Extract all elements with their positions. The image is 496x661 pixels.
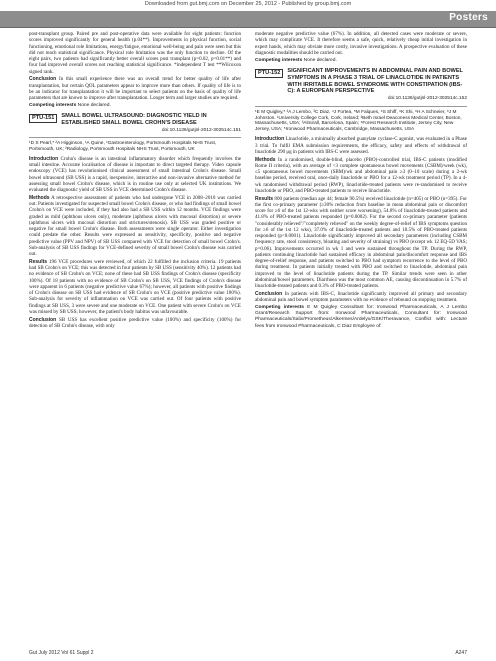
methods-paragraph [29,195,241,258]
abstract-title: SMALL BOWEL ULTRASOUND: DIAGNOSTIC YIELD IN ESTABLISHED SMALL BOWEL CROHN'S DISEASE [61,113,207,126]
abstract-conclusion-text: In patients with IBS-C, linaclotide significantly improved all primary and secondary abdominal pain and bowel symptom parameters with no evidence of rebound on stopping treatment. [255,290,467,303]
page-number: A247 [455,650,467,656]
continued-paragraph: post-transplant group. Paired pre and post-operative data were available for eight patients: function scores improved significantly for general health (p.04**). Improvements in physical function, social functioning, emotional role limitations, energy/fatigue, emotional well-being and pain were seen but this did not reach statistical significance. Physical role limitation was the only function to decline. Of the eight pairs, two patients had significantly better overall scores post transplant (p=0.02, p=0.01**) and four had improved overall scores not reaching statistical significance. *independent T test **Wilcoxon signed rank. [29,31,241,75]
results-label: Results [29,258,48,265]
abstract-title: SIGNIFICANT IMPROVEMENTS IN ABDOMINAL PAIN AND BOWEL SYMPTOMS IN A PHASE 3 TRIAL OF LINACLOTIDE IN PATIENTS WITH IRRITABLE BOWEL SYNDROME WITH CONSTIPATION (IBS-C): A EUROPEAN PERSPECTIVE [287,67,463,95]
abstract-doi: doi:10.1136/gutjnl-2012-302514c.152 [387,96,467,102]
introduction-paragraph [255,136,467,155]
conclusion-label: Conclusion [29,76,57,83]
abstract-conclusion-label: Conclusion [255,290,283,297]
divider [255,106,467,107]
introduction-text: Linaclotide, a minimally absorbed guanylate cyclase-C agonist, was evaluated in a Phase 3 trial. To fulfil EMA submission requirements, the efficacy, safety and effects of withdrawal of linaclotide 290 μg in patients with IBS-C were assessed. [255,136,468,155]
introduction-paragraph [29,156,241,194]
section-label: Posters [449,12,488,23]
competing-interests [29,103,241,109]
conclusion-paragraph [29,76,241,101]
competing-text: None declared. [303,57,337,63]
introduction-text: Crohn's disease is an intestinal inflammatory disorder which frequently involves the small intestine. Accurate localisation of disease is important to direct targeted therapy. Video capsule endoscopy (VCE) has revolutionised clinical assessment of small intestinal Crohn's disease. Small bowel ultrasound (SB USS) is a rapid, inexpensive, interactive and non-invasive alternative method for assessing small bowel Crohn's disease, which is in routine use only at selected UK institutions. We evaluated the diagnostic yield of SB USS in VCE determined Crohn's disease. [29,155,241,194]
results-text: 196 VCE procedures were reviewed, of which 22 fulfilled the inclusion criteria. 19 patients had SB Crohn's on VCE; this was detected in four patients by SB USS (sensitivity 40%). 12 patients had no evidence of SB Crohn's on VCE; none of these had SB USS findings of Crohn's disease (specificity 100%). Of 18 patients with no evidence of SB Crohn's on SB USS, VCE findings of Crohn's disease were apparent in 6 patients (negative predictive value 67%); however, all patients with positive findings of Crohn's disease on SB USS had evidence of SB Crohn's on VCE (positive predictive value 100%). Sub-analysis for severity of inflammation on VCE was carried out. Of four patients with positive findings at SB USS, 3 were severe and one moderate on VCE. One patient with severe Crohn's on VCE was missed by SB USS; however, the patient's body habitus was unfavourable. [29,258,242,315]
abstract-competing-text: E M Quigley Consultant for: Ironwood Pharmaceuticals, A J Lembo Grant/Research Support from: Ironwood Pharmaceuticals, Consultant for: Ironwood Pharmaceuticals/Salix/Prometheus/Alkermes/Ardelyx/GSK/Theravance, Conflict with: Lecture fees from Ironwood Pharmaceuticals, C Diaz Employee of: [255,304,467,329]
competing-label: Competing interests [255,57,303,63]
abstract-conclusion-label: Conclusion [29,316,57,323]
abstract-header [29,113,241,127]
methods-label: Methods [255,156,276,163]
competing-interests [255,58,467,64]
journal-citation: Gut July 2012 Vol 61 Suppl 2 [29,650,94,656]
methods-label: Methods [29,194,50,201]
competing-text: None declared. [77,102,111,108]
abstract-competing-label: Competing interests [255,304,305,310]
abstract-id-badge: PTU-151 [29,114,57,123]
methods-text: In a randomised, double-blind, placebo (PBO)-controlled trial, IBS-C patients (modified Rome II criteria), with an average of <3 complete spontaneous bowel movements (CSBM)/week (wk), ≤5 spontaneous bowel movements (SBM)/wk and abdominal pain ≥3 (0–10 scale) during a 2-wk baseline period, received oral, once-daily linaclotide or PBO for a 12-wk treatment period (TP). In a 4-wk randomised withdrawal period (RWP), linaclotide-treated patients were re-randomised to receive linaclotide or PBO, and PBO-treated patients to receive linaclotide. [255,156,467,194]
introduction-label: Introduction [255,136,285,143]
left-column [29,31,241,331]
abstract-doi: doi:10.1136/gutjnl-2012-302514c.151 [161,127,241,133]
conclusion-text: In this small experience there was an overall trend for better quality of life after transplantation, but certain QOL parameters appear to improve more than others. If quality of life is to be an indicator for transplantation it will be important to select patients on the basis of quality of life parameters that are known to improve after transplantation. Longer term and larger studies are required. [29,76,242,101]
abstract-id-badge: PTU-152 [255,69,283,78]
abstract-conclusion-paragraph [29,317,241,330]
abstract-authors: ¹E M Quigley,* ²A J Lembo, ³C Diaz, ⁴J Fortea, ⁵M Falques, ⁶S Shiff, ⁶K Shi, ⁶H A Schneier, ⁶J M Johnston. ¹University College Cork, Cork, Ireland; ²Beth Israel Deaconess Medical Center, Boston, Massachusetts, USA; ³Almirall, Barcelona, Spain; ⁴Forest Research Institute, Jersey City, New Jersey, USA; ⁵Ironwood Pharmaceuticals, Cambridge, Massachusetts, USA [255,109,462,133]
right-column [255,31,467,331]
divider [29,137,241,138]
abstract-header [255,68,467,96]
results-text: 800 patients (median age 44; female 90.5%) received linaclotide (n=405) or PBO (n=395). For the first co-primary parameter (≥30% reduction from baseline in mean abdominal pain or discomfort score for ≥6 of the 1st 12-wks with neither score worsening), 54.8% of linaclotide-treated patients and 41.8% of PBO-treated patients responded (p=0.0002). For the second co-primary parameter (patients "considerably relieved"/"completely relieved" on the weekly degree-of-relief of IBS symptoms question for ≥6 of the 1st 12 wks), 37.0% of linaclotide-treated patients and 18.5% of PBO-treated patients responded (p<0.0001). Linaclotide significantly improved all secondary parameters (including CSBM frequency rate, stool consistency, bloating and severity of straining) vs PBO (except wk 12 EQ-5D VAS; p=0.06). Improvements occurred in wk 1 and were sustained throughout the TP. During the RWP, patients continuing linaclotide had sustained efficacy in abdominal pain/discomfort response and IBS degree-of-relief response, and patients switched to PBO had symptom recurrence to the level of PBO during treatment. In patients initially treated with PBO and switched to linaclotide, abdominal pain improved to the level of linaclotide patients during the TP. Similar trends were seen in other abdominal/bowel parameters. Diarrhoea was the most common AE, causing discontinuation in 5.7% of linaclotide-treated patients and 0.3% of PBO-treated patients. [255,195,467,289]
results-label: Results [255,195,274,202]
introduction-label: Introduction [29,155,59,162]
abstract-authors: ¹D S Pearl,* ²A Higginson, ¹A Quine, ¹Gastroenterology, Portsmouth Hospitals NHS Trust, Portsmouth, UK; ²Radiology, Portsmouth Hospitals NHS Trust, Portsmouth, UK [29,141,217,152]
results-paragraph [255,196,467,290]
abstract-conclusion-paragraph [255,291,467,304]
methods-text: A retrospective assessment of patients who had undergone VCE in 2008–2010 was carried out. Patients investigated for suspected small bowel Crohn's disease, or who had findings of small bowel Crohn's on VCE were included, if they had also had a SB USS within 12 months. VCE findings were graded as mild (aphthous ulcers only), moderate (aphthous ulcers with mucosal distortion) or severe (aphthous ulcers with mucosal distortion and strictures/stenosis). SB USS was graded positive or negative for small bowel Crohn's disease. Both assessments were single operator. Either investigation could predate the other. Results were expressed as sensitivity, specificity, positive and negative predictive value (PPV and NPV) of SB USS compared with VCE for detection of small bowel Crohn's. Sub-analysis of SB USS findings for VCE-defined severity of small bowel Crohn's disease was carried out. [29,194,241,258]
results-paragraph [29,259,241,315]
competing-label: Competing interests [29,102,77,108]
continued-paragraph: moderate negative predictive value (67%). In addition, all detected cases were moderate or severe, which may complicate VCE. It therefore seems a safe, quick, relatively cheap initial investigation in expert hands, which may obviate more costly, invasive investigations. A prospective evaluation of these diagnostic modalities should be carried out. [255,31,467,56]
abstract-competing-interests [255,305,467,330]
methods-paragraph [255,157,467,195]
section-header-bar [0,11,496,28]
abstract-conclusion-text: SB USS has excellent positive predictive value (100%) and specificity (100%) for detection of SB Crohn's disease, with only [29,316,242,329]
download-banner: Downloaded from gut.bmj.com on December 25, 2012 - Published by group.bmj.com [144,1,352,7]
